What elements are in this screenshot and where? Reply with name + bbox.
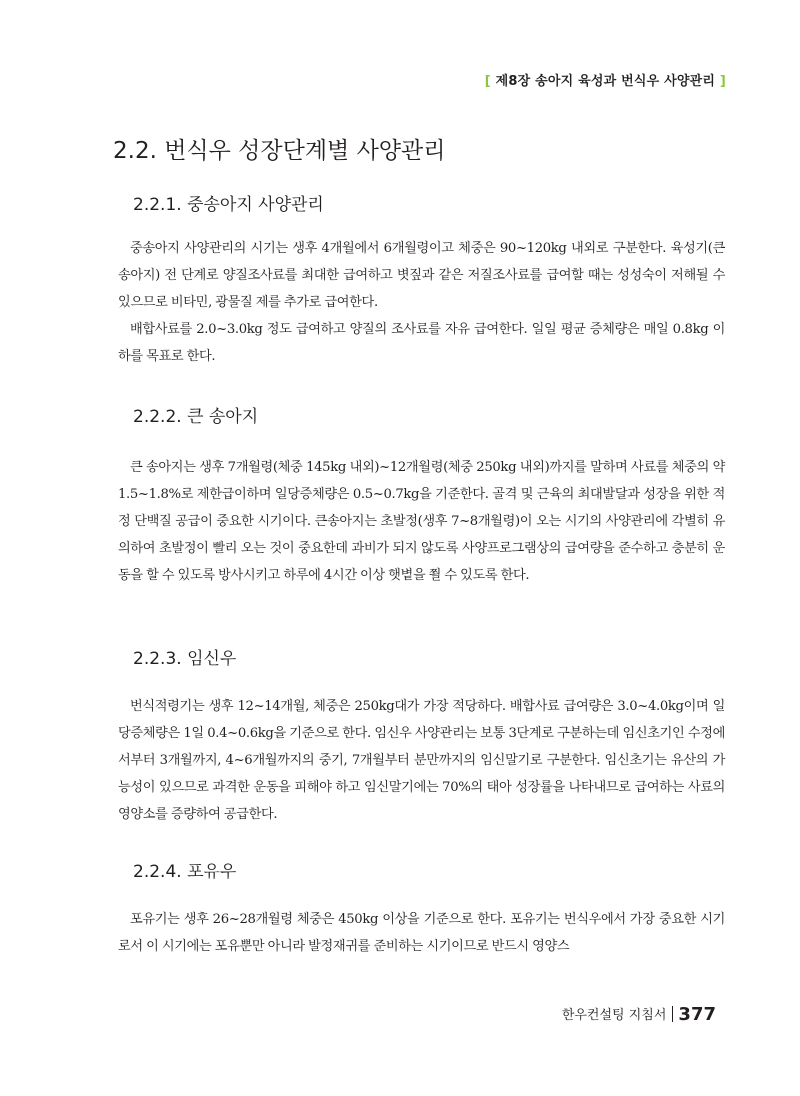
paragraph: 포유기는 생후 26~28개월령 체중은 450kg 이상을 기준으로 한다. 포유기는 번식우에서 가장 중요한 시기로서 이 시기에는 포유뿐만 아니라 발정재귀를 준비하는 시기이므로 반드시 영양스 — [118, 912, 725, 954]
footer-divider — [672, 1006, 673, 1022]
page-footer — [562, 1004, 716, 1025]
subsection-title-2-2-3: 2.2.3. 임신우 — [133, 649, 237, 669]
subsection-title-2-2-1: 2.2.1. 중송아지 사양관리 — [133, 195, 324, 215]
paragraph: 큰 송아지는 생후 7개월령(체중 145kg 내외)~12개월령(체중 250kg 내외)까지를 말하며 사료를 체중의 약 1.5~1.8%로 제한급이하며 일당증체량은 0.5~0.7kg을 기준한다. 골격 및 근육의 최대발달과 성장을 위한 적정 단백질 공급이 중요한 시기이다. 큰송아지는 초발정(생후 7~8개월령)이 오는 시기의 사양관리에 각별히 유의하여 초발정이 빨리 오는 것이 중요한데 과비가 되지 않도록 사양프로그램상의 급여량을 준수하고 충분히 운동을 할 수 있도록 방사시키고 하루에 4시간 이상 햇볕을 쬘 수 있도록 한다. — [118, 460, 725, 583]
running-head — [485, 70, 726, 89]
section-title: 2.2. 번식우 성장단계별 사양관리 — [113, 138, 446, 164]
running-head-bracket-open: [ — [484, 74, 491, 89]
running-head-text: 제8장 송아지 육성과 번식우 사양관리 — [495, 74, 716, 89]
paragraph: 중송아지 사양관리의 시기는 생후 4개월에서 6개월령이고 체중은 90~120kg 내외로 구분한다. 육성기(큰송아지) 전 단계로 양질조사료를 최대한 급여하고 볏짚과 같은 저질조사료를 급여할 때는 성성숙이 저해될 수 있으므로 비타민, 광물질 제를 추가로 급여한다. — [118, 241, 725, 310]
subsection-title-2-2-4: 2.2.4. 포유우 — [133, 862, 237, 882]
paragraph: 번식적령기는 생후 12~14개월, 체중은 250kg대가 가장 적당하다. 배합사료 급여량은 3.0~4.0kg이며 일당증체량은 1일 0.4~0.6kg을 기준으로 한다. 임신우 사양관리는 보통 3단계로 구분하는데 임신초기인 수정에서부터 3개월까지, 4~6개월까지의 중기, 7개월부터 분만까지의 임신말기로 구분한다. 임신초기는 유산의 가능성이 있으므로 과격한 운동을 피해야 하고 임신말기에는 70%의 태아 성장률을 나타내므로 급여하는 사료의 영양소를 증량하여 공급한다. — [118, 699, 725, 822]
footer-book-title: 한우컨설팅 지침서 — [561, 1008, 667, 1023]
running-head-bracket-close: ] — [719, 74, 726, 89]
page-number: 377 — [678, 1004, 716, 1025]
paragraph: 배합사료를 2.0~3.0kg 정도 급여하고 양질의 조사료를 자유 급여한다. 일일 평균 증체량은 매일 0.8kg 이하를 목표로 한다. — [118, 322, 725, 364]
subsection-title-2-2-2: 2.2.2. 큰 송아지 — [133, 407, 259, 427]
